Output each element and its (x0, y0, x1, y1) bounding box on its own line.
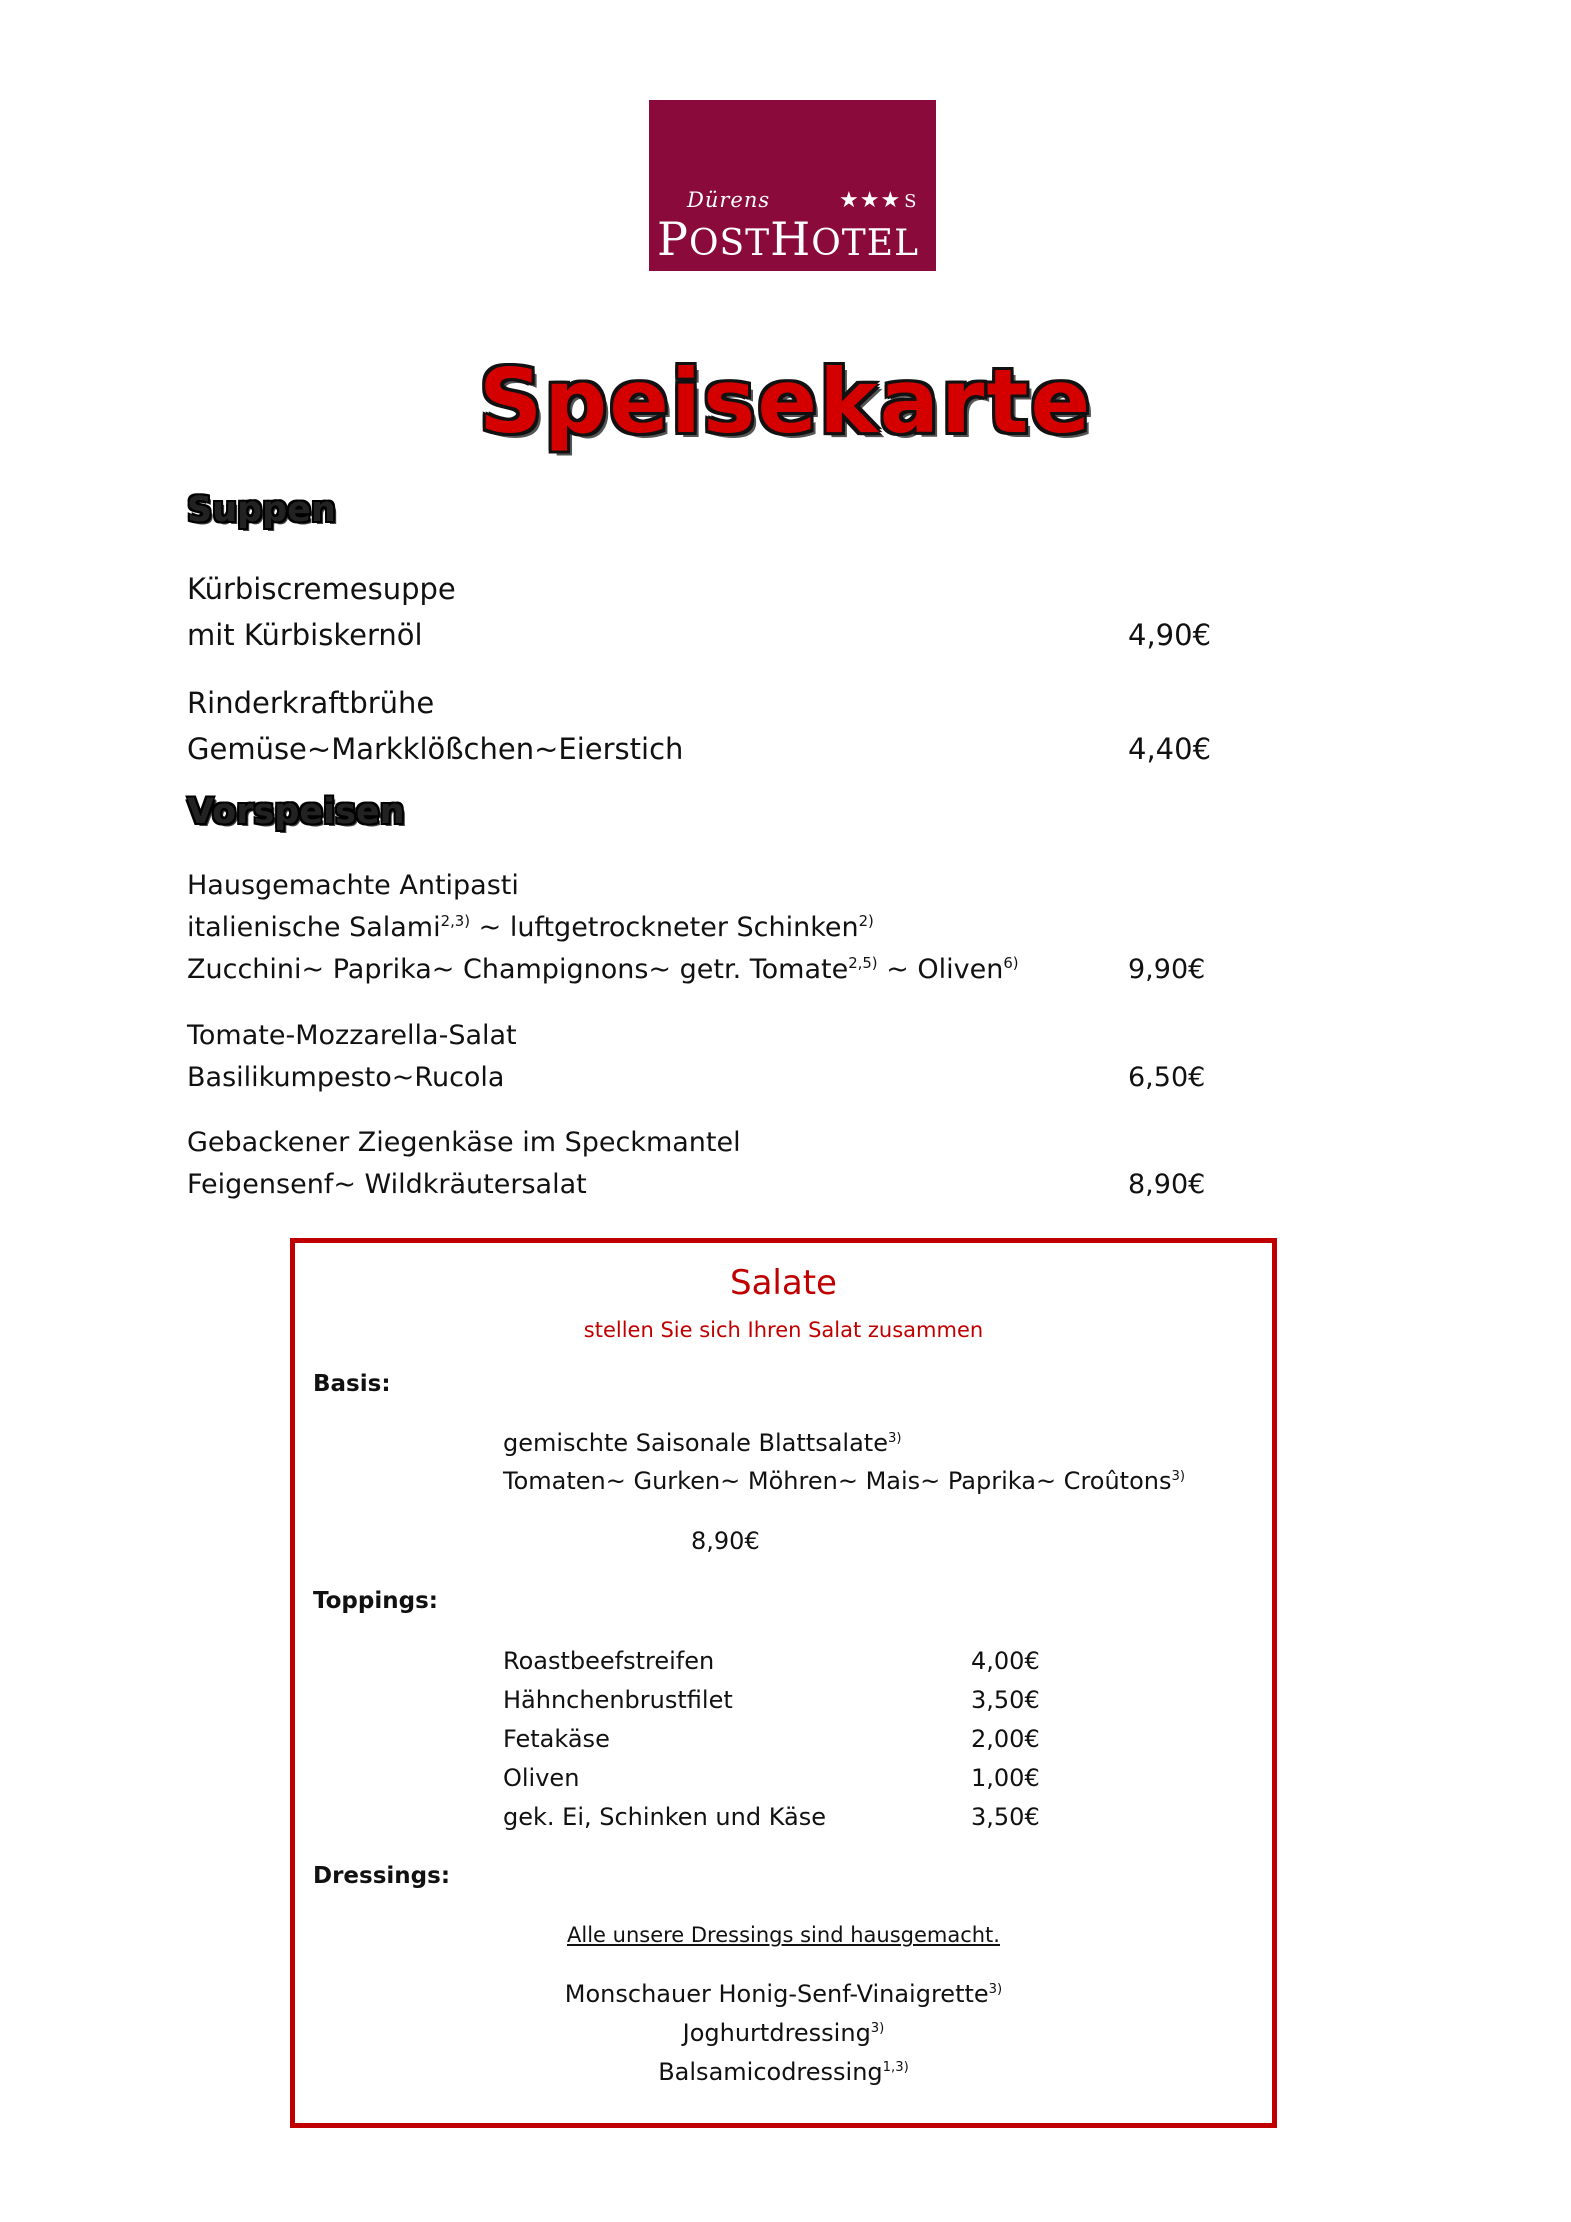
dressings-note: Alle unsere Dressings sind hausgemacht. (567, 1923, 1000, 1947)
basis-line: gemischte Saisonale Blattsalate$^{3)}$ (503, 1429, 902, 1457)
topping-price: 1,00€ (971, 1764, 1040, 1792)
salate-subtitle: stellen Sie sich Ihren Salat zusammen (583, 1318, 984, 1342)
topping-name: Oliven (503, 1764, 580, 1792)
topping-name: Roastbeefstreifen (503, 1647, 715, 1675)
menu-item-name: Kürbiscremesuppe (187, 572, 456, 606)
menu-item-description: Gemüse~Markklößchen~Eierstich (187, 732, 684, 766)
salate-title: Salate (730, 1263, 837, 1303)
logo-script-text: Dürens (687, 188, 771, 212)
topping-name: Fetakäse (503, 1725, 610, 1753)
basis-line: Tomaten~ Gurken~ Möhren~ Mais~ Paprika~ Croûtons$^{3)}$ (503, 1467, 1186, 1495)
topping-price: 4,00€ (971, 1647, 1040, 1675)
toppings-label: Toppings: (313, 1588, 438, 1614)
menu-item-description: italienische Salami$^{2,3)}$ ~ luftgetrockneter Schinken$^{2)}$ (187, 912, 874, 943)
menu-item-name: Rinderkraftbrühe (187, 686, 435, 720)
posthotel-logo (649, 100, 936, 271)
dressings-label: Dressings: (313, 1863, 451, 1889)
topping-price: 3,50€ (971, 1686, 1040, 1714)
menu-item-price: 9,90€ (1128, 954, 1206, 985)
logo-stars: ★★★ S (839, 188, 918, 213)
menu-item-description: Feigensenf~ Wildkräutersalat (187, 1169, 587, 1200)
section-heading-suppen: Suppen (187, 490, 336, 530)
menu-item-name: Hausgemachte Antipasti (187, 870, 519, 901)
topping-name: Hähnchenbrustfilet (503, 1686, 733, 1714)
salate-box (290, 1238, 1277, 2128)
logo-name: POSTHOTEL (657, 212, 919, 266)
dressing-item: Balsamicodressing$^{1,3)}$ (658, 2058, 909, 2086)
menu-item-price: 6,50€ (1128, 1062, 1206, 1093)
dressing-item: Joghurtdressing$^{3)}$ (682, 2019, 885, 2047)
dressing-item: Monschauer Honig-Senf-Vinaigrette$^{3)}$ (564, 1980, 1003, 2008)
topping-price: 3,50€ (971, 1803, 1040, 1831)
basis-label: Basis: (313, 1371, 391, 1397)
menu-item-description: mit Kürbiskernöl (187, 618, 423, 652)
topping-name: gek. Ei, Schinken und Käse (503, 1803, 826, 1831)
menu-item-name: Gebackener Ziegenkäse im Speckmantel (187, 1127, 741, 1158)
section-heading-vorspeisen: Vorspeisen (187, 792, 405, 832)
menu-item-description: Zucchini~ Paprika~ Champignons~ getr. Tomate$^{2,5)}$ ~ Oliven$^{6)}$ (187, 954, 1019, 985)
basis-price: 8,90€ (691, 1527, 760, 1555)
menu-item-name: Tomate-Mozzarella-Salat (187, 1020, 517, 1051)
topping-price: 2,00€ (971, 1725, 1040, 1753)
menu-item-description: Basilikumpesto~Rucola (187, 1062, 505, 1093)
menu-item-price: 8,90€ (1128, 1169, 1206, 1200)
menu-item-price: 4,40€ (1128, 732, 1212, 766)
menu-item-price: 4,90€ (1128, 618, 1212, 652)
page-title: Speisekarte (478, 350, 1093, 453)
